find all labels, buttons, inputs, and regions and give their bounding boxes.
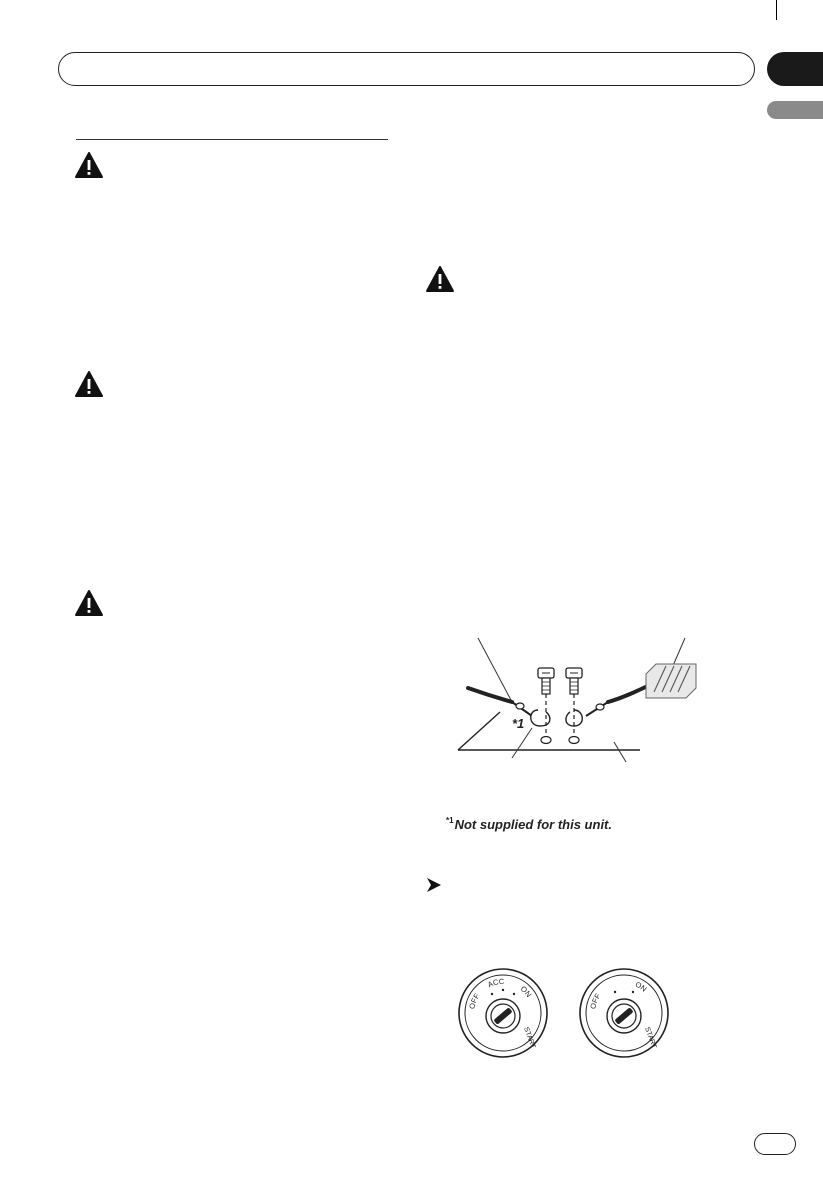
switch-label-off: OFF bbox=[588, 991, 603, 1010]
section-rule bbox=[76, 139, 388, 140]
warning-triangle-icon bbox=[74, 151, 104, 179]
switch-label-on: ON bbox=[633, 979, 649, 994]
warning-triangle-icon bbox=[425, 265, 455, 293]
switch-label-start: START bbox=[643, 1026, 658, 1050]
ignition-switch-without-acc-icon bbox=[577, 966, 671, 1060]
diagram-marker-label: *1 bbox=[512, 716, 525, 731]
language-tab bbox=[767, 101, 823, 119]
switch-label-off: OFF bbox=[467, 991, 482, 1010]
crop-mark bbox=[776, 0, 777, 20]
switch-label-acc: ACC bbox=[486, 976, 505, 990]
warning-triangle-icon bbox=[74, 370, 104, 398]
switch-label-on: ON bbox=[518, 984, 534, 999]
bolt-icon bbox=[566, 668, 582, 694]
footnote bbox=[446, 816, 612, 832]
arrow-bullet-icon bbox=[426, 877, 442, 893]
warning-triangle-icon bbox=[74, 589, 104, 617]
chapter-header-bar bbox=[58, 52, 755, 86]
page-number-oval bbox=[754, 1133, 796, 1155]
footnote-text: Not supplied for this unit. bbox=[454, 817, 612, 832]
footnote-marker: *1 bbox=[446, 816, 454, 825]
ground-wire-diagram bbox=[440, 630, 710, 770]
switch-label-start: START bbox=[522, 1026, 537, 1050]
ignition-switch-with-acc-icon bbox=[456, 966, 550, 1060]
bolt-icon bbox=[538, 668, 554, 694]
chapter-tab bbox=[767, 52, 823, 86]
